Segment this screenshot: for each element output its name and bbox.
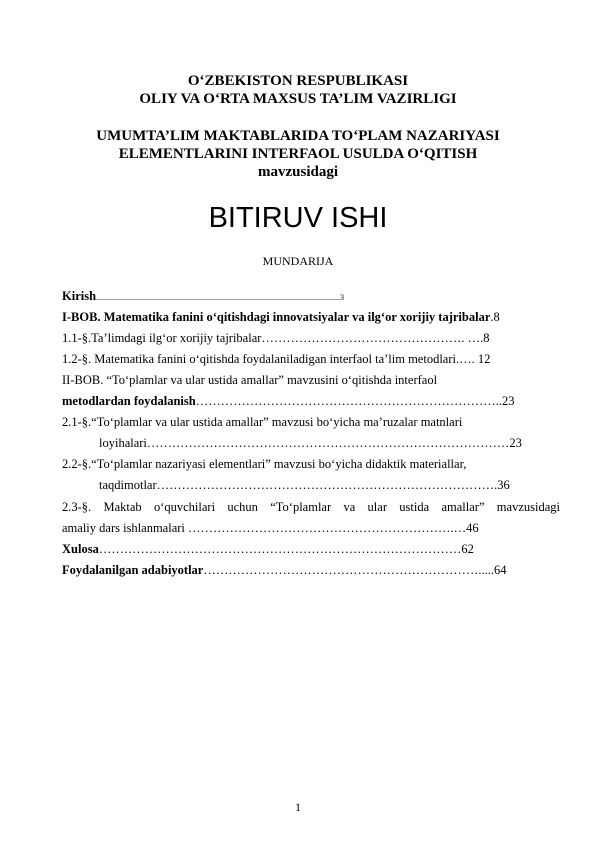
- ministry-name-line: OLIY VA O‘RTA MAXSUS TA’LIM VAZIRLIGI: [139, 91, 457, 107]
- toc-entry-2-3-line1: 2.3-§. Maktab o‘quvchilari uchun “To‘plamlar va ular ustida amallar” mavzusidagi: [62, 500, 560, 514]
- toc-leader: ………………………………………………………………..23: [195, 394, 515, 408]
- toc-entry-bob2-line2: [62, 394, 560, 409]
- page-number: 1: [295, 800, 301, 814]
- toc-entry-label: Kirish: [62, 289, 97, 303]
- toc-entry-2-2-line2: taqdimotlar……………………………………………………………………….36: [99, 478, 510, 492]
- toc-entry-2-1-line1: 2.1-§.“To‘plamlar va ular ustida amallar” mavzusi bo‘yicha ma’ruzalar matnlari: [62, 415, 463, 429]
- toc-entry-label: Foydalanilgan adabiyotlar: [62, 563, 204, 577]
- toc-entry-label: Xulosa: [62, 542, 99, 556]
- toc-entry-1-2: 1.2-§. Matematika fanini o‘qitishda foydalaniladigan interfaol ta’lim metodlari.…. 12: [62, 352, 491, 366]
- toc-leader: ……………………………………………………………………………62: [98, 542, 474, 556]
- toc-chapter-title: Matematika fanini o‘qitishdagi innovatsiyalar va ilg‘or xorijiy tajribalar: [100, 310, 491, 324]
- topic-line-1: UMUMTA’LIM MAKTABLARIDA TO‘PLAM NAZARIYASI: [96, 128, 500, 144]
- toc-entry-2-1-line2: loyihalari……………………………………………………………………………23: [99, 436, 522, 450]
- topic-line-2: ELEMENTLARINI INTERFAOL USULDA O‘QITISH: [118, 146, 478, 162]
- toc-entry-xulosa: [62, 542, 560, 557]
- toc-page: .8: [490, 310, 500, 324]
- toc-entry-adabiyot: [62, 563, 560, 578]
- toc-leader: ………………………………………………………….....64: [203, 563, 507, 577]
- toc-entry-2-2-line1: 2.2-§.“To‘plamlar nazariyasi elementlari” mavzusi bo‘yicha didaktik materiallar,: [62, 457, 467, 471]
- toc-entry-kirish: [62, 289, 560, 305]
- toc-chapter-title: metodlardan foydalanish: [62, 394, 196, 408]
- document-title: BITIRUV ISHI: [208, 202, 388, 234]
- toc-entry-1-1: 1.1-§.Ta’limdagi ilg‘or xorijiy tajribalar…………………………………………. ….8: [62, 331, 490, 345]
- toc-entry-2-3-line2: amaliy dars ishlanmalari ……………………………………………………….…46: [62, 521, 479, 535]
- contents-heading: MUNDARIJA: [262, 254, 334, 268]
- topic-line-3: mavzusidagi: [257, 164, 338, 180]
- toc-leader: ..........................................................................................................................3: [96, 293, 345, 302]
- ministry-country-line: O‘ZBEKISTON RESPUBLIKASI: [187, 73, 409, 89]
- toc-entry-bob2-line1: II-BOB. “To‘plamlar va ular ustida amallar” mavzusini o‘qitishda interfaol: [62, 373, 438, 387]
- toc-entry-bob1: [62, 310, 560, 325]
- toc-chapter-label: I-BOB.: [62, 310, 101, 324]
